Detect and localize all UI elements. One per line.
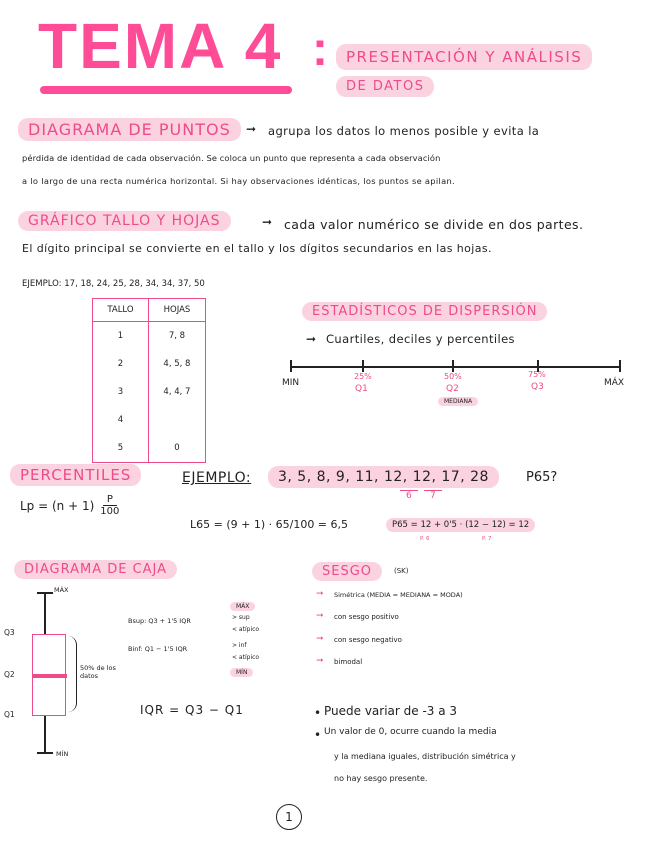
- tick-q2: [452, 360, 454, 372]
- table-row: [93, 322, 206, 351]
- puntos-line3: a lo largo de una recta numérica horizontal. Si hay observaciones idénticas, los puntos se apilan.: [22, 176, 455, 186]
- table-cell: 4, 4, 7: [148, 378, 205, 406]
- quartile-number-line: [290, 366, 620, 368]
- arrow-icon: ➞: [262, 215, 273, 229]
- puntos-line1: agrupa los datos lo menos posible y evita la: [268, 124, 540, 138]
- label-q3: Q3: [531, 382, 544, 392]
- section-heading-sesgo: SESGO: [312, 562, 382, 581]
- sesgo-item-4: bimodal: [334, 658, 363, 666]
- percentile-example-values: 3, 5, 8, 9, 11, 12, 12, 17, 28: [268, 466, 499, 488]
- table-cell: [148, 406, 205, 434]
- median-line: [32, 674, 67, 678]
- min-cap: [37, 752, 53, 754]
- binf-formula: Binf: Q1 − 1'5 IQR: [128, 645, 188, 653]
- label-q2: Q2: [446, 384, 459, 394]
- table-header-tallo: TALLO: [93, 299, 149, 322]
- box-label-min: MÍN: [56, 750, 69, 758]
- binf-gt: > inf: [232, 642, 247, 649]
- sesgo-bullet-dot: •: [314, 706, 322, 720]
- sesgo-bullet2-line2: y la mediana iguales, distribución simétrica y: [334, 752, 516, 761]
- box-label-max: MÁX: [54, 586, 69, 594]
- subtitle-line2: DE DATOS: [336, 76, 434, 97]
- binf-lt: < atípico: [232, 654, 260, 661]
- table-cell: 4, 5, 8: [148, 350, 205, 378]
- section-heading-diagrama-puntos: DIAGRAMA DE PUNTOS: [18, 118, 241, 141]
- sesgo-abbr: (SK): [394, 567, 409, 575]
- tick-q1: [362, 360, 364, 372]
- brace-label: 50% de los datos: [80, 664, 116, 681]
- tag-min: MÍN: [230, 668, 253, 677]
- arrow-icon: ➞: [246, 122, 257, 136]
- underline-index-6: 6: [400, 490, 418, 501]
- table-row: [93, 406, 206, 434]
- max-cap: [37, 592, 53, 594]
- percentile-example-label: EJEMPLO:: [182, 470, 252, 486]
- iqr-formula: IQR = Q3 − Q1: [140, 703, 244, 717]
- box-label-q2: Q2: [4, 670, 15, 679]
- sesgo-bullet1: Puede variar de -3 a 3: [324, 704, 458, 718]
- sesgo-item-3: con sesgo negativo: [334, 636, 402, 644]
- box-label-q1: Q1: [4, 710, 15, 719]
- dispersion-subtitle: Cuartiles, deciles y percentiles: [326, 332, 515, 346]
- arrow-icon: ➞: [316, 611, 324, 621]
- bsup-gt: > sup: [232, 614, 250, 621]
- formula-p: P: [103, 494, 117, 506]
- sesgo-bullet2-line3: no hay sesgo presente.: [334, 774, 428, 783]
- subtitle-line1: PRESENTACIÓN Y ANÁLISIS: [336, 44, 592, 70]
- percentile-formula: [20, 494, 119, 517]
- label-max: MÁX: [604, 378, 625, 388]
- table-cell: 4: [93, 406, 149, 434]
- section-heading-percentiles: PERCENTILES: [10, 464, 141, 486]
- arrow-icon: ➞: [316, 634, 324, 644]
- tick-min: [290, 360, 292, 372]
- tallo-example: EJEMPLO: 17, 18, 24, 25, 28, 34, 34, 37, 50: [22, 279, 205, 289]
- table-cell: 7, 8: [148, 322, 205, 351]
- brace: [68, 636, 77, 712]
- table-row: [93, 434, 206, 463]
- label-q3-pct: 75%: [528, 370, 546, 379]
- puntos-line2: pérdida de identidad de cada observación. Se coloca un punto que representa a cada observación: [22, 153, 441, 163]
- tick-max: [619, 360, 621, 372]
- bsup-formula: Bsup: Q3 + 1'5 IQR: [128, 617, 191, 625]
- table-row: [93, 350, 206, 378]
- tag-max: MÁX: [230, 602, 255, 611]
- arrow-icon: ➞: [316, 589, 324, 599]
- title-colon: :: [312, 23, 330, 76]
- tallo-line2: El dígito principal se convierte en el tallo y los dígitos secundarios en las hojas.: [22, 242, 492, 255]
- formula-fraction: [100, 494, 119, 517]
- table-cell: 5: [93, 434, 149, 463]
- calc2-sub-p6: P. 6: [420, 536, 430, 542]
- section-heading-caja: DIAGRAMA DE CAJA: [14, 560, 177, 579]
- formula-left: Lp = (n + 1): [20, 498, 95, 513]
- formula-100: 100: [100, 506, 120, 517]
- table-cell: 2: [93, 350, 149, 378]
- underline-index-7: 7: [424, 490, 442, 501]
- label-q1: Q1: [355, 384, 368, 394]
- percentile-calc2: P65 = 12 + 0'5 · (12 − 12) = 12: [386, 518, 535, 532]
- section-heading-tallo-hojas: GRÁFICO TALLO Y HOJAS: [18, 211, 231, 231]
- sesgo-item-1: Simétrica (MEDIA = MEDIANA = MODA): [334, 591, 463, 599]
- arrow-icon: ➞: [306, 332, 317, 346]
- table-row: [93, 378, 206, 406]
- stem-leaf-table: [92, 298, 206, 463]
- mediana-tag: MEDIANA: [438, 397, 478, 406]
- page-title: TEMA 4: [38, 10, 283, 82]
- sesgo-bullet2-line1: Un valor de 0, ocurre cuando la media: [324, 727, 497, 737]
- sesgo-bullet-dot: •: [314, 728, 322, 742]
- box-label-q3: Q3: [4, 628, 15, 637]
- sesgo-item-2: con sesgo positivo: [334, 613, 399, 621]
- label-min: MIN: [282, 378, 300, 388]
- calc2-sub-p7: P. 7: [482, 536, 492, 542]
- page-number: 1: [276, 804, 302, 830]
- table-cell: 0: [148, 434, 205, 463]
- section-heading-dispersion: ESTADÍSTICOS DE DISPERSIÓN: [302, 302, 547, 321]
- bsup-lt: < atípico: [232, 626, 260, 633]
- table-cell: 1: [93, 322, 149, 351]
- table-header-hojas: HOJAS: [148, 299, 205, 322]
- arrow-icon: ➞: [316, 656, 324, 666]
- label-q1-pct: 25%: [354, 372, 372, 381]
- tallo-line1: cada valor numérico se divide en dos partes.: [284, 217, 584, 232]
- title-underline: [40, 86, 292, 94]
- table-cell: 3: [93, 378, 149, 406]
- percentile-question: P65?: [526, 470, 558, 485]
- label-q2-pct: 50%: [444, 372, 462, 381]
- percentile-calc1: L65 = (9 + 1) · 65/100 = 6,5: [190, 518, 349, 531]
